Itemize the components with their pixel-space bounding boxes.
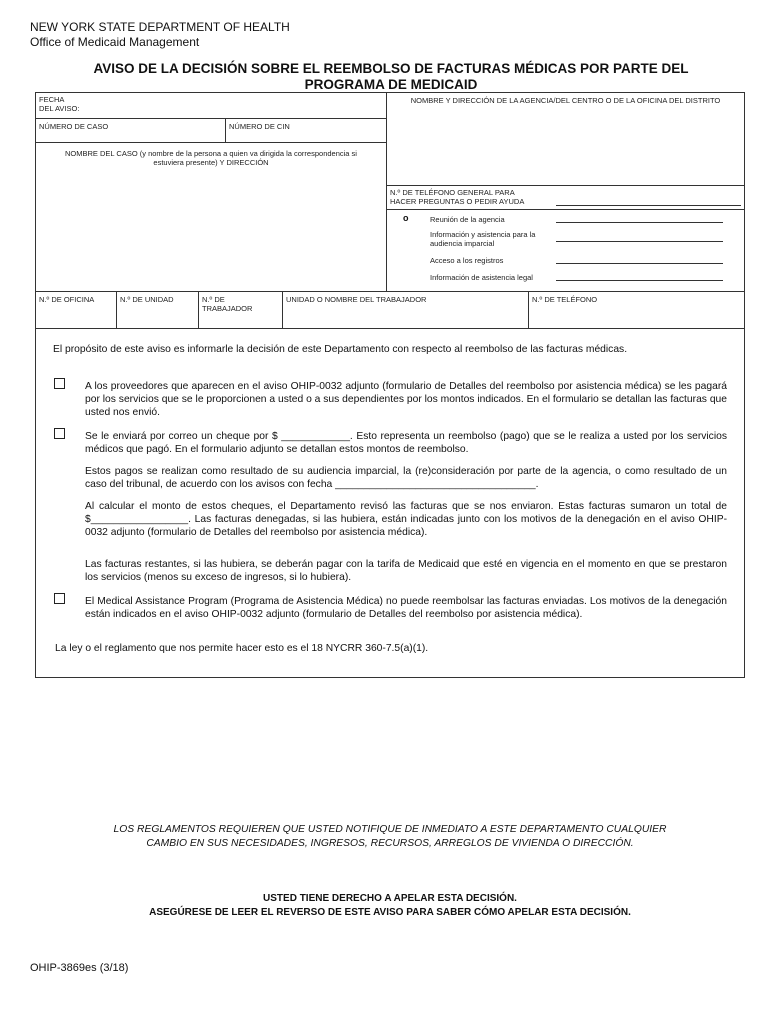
general-phone-field[interactable] — [386, 186, 744, 210]
case-name-label-2: estuviera presente) Y DIRECCIÓN — [153, 158, 269, 167]
worker-number-field[interactable] — [199, 291, 283, 329]
fecha-label-1: FECHA — [39, 95, 65, 104]
document-title — [36, 61, 746, 93]
records-access-line[interactable] — [556, 263, 723, 264]
appeal-line-2: ASEGÚRESE DE LEER EL REVERSO DE ESTE AVISO PARA SABER CÓMO APELAR ESTA DECISIÓN. — [149, 907, 631, 918]
option-2-paragraph-3: Al calcular el monto de estos cheques, el Departamento revisó las facturas que se nos enviaron. Estas facturas sumaron un total de $_________________. Las facturas denegadas, si las hubiera, están indicadas junto con los motivos de la denegación en el aviso OHIP-0032 adjunto (formulario de Detalles del reembolso por asistencia médica). — [85, 501, 727, 538]
worker-number-label-2: TRABAJADOR — [202, 304, 253, 313]
document-header — [30, 20, 290, 50]
phone-number-field[interactable] — [529, 291, 744, 329]
form-code: OHIP-3869es (3/18) — [30, 962, 129, 974]
agency-name-label: NOMBRE Y DIRECCIÓN DE LA AGENCIA/DEL CENTRO O DE LA OFICINA DEL DISTRITO — [410, 96, 721, 105]
hearing-info-label-1: Información y asistencia para la — [430, 230, 536, 239]
option-2-paragraph-4: Las facturas restantes, si las hubiera, se deberán pagar con la tarifa de Medicaid que esté en vigencia en el momento en que se prestaron los servicios (menos su exceso de ingresos, si lo hubiera). — [85, 559, 727, 583]
hearing-info-line[interactable] — [556, 241, 723, 242]
agency-meeting-label: Reunión de la agencia — [430, 215, 505, 224]
notice-form — [35, 92, 745, 678]
office-name: Office of Medicaid Management — [30, 35, 200, 49]
cin-number-field[interactable] — [226, 119, 386, 143]
legal-assistance-line[interactable] — [556, 280, 723, 281]
appeal-line-1: USTED TIENE DERECHO A APELAR ESTA DECISIÓN. — [263, 893, 517, 904]
general-phone-label-1: N.º DE TELÉFONO GENERAL PARA — [390, 188, 515, 197]
option-3-text: El Medical Assistance Program (Programa de Asistencia Médica) no puede reembolsar las facturas enviadas. Los motivos de la denegación están indicados en el aviso OHIP-0032 adjunto (formulario de Detalles del reembolso por asistencia médica). — [85, 596, 727, 620]
unit-worker-name-label: UNIDAD O NOMBRE DEL TRABAJADOR — [286, 295, 427, 304]
case-name-label-1: NOMBRE DEL CASO (y nombre de la persona a quien va dirigida la correspondencia si — [65, 149, 357, 158]
regulations-notice — [40, 823, 740, 851]
title-line-2: PROGRAMA DE MEDICAID — [304, 77, 478, 92]
hearing-info-label-2: audiencia imparcial — [430, 239, 495, 248]
case-name-address-field[interactable] — [36, 143, 386, 291]
cin-number-label: NÚMERO DE CIN — [229, 122, 290, 131]
general-phone-line[interactable] — [556, 205, 741, 206]
fecha-label-2: DEL AVISO: — [39, 104, 80, 113]
department-name: NEW YORK STATE DEPARTMENT OF HEALTH — [30, 20, 290, 34]
law-paragraph: La ley o el reglamento que nos permite hacer esto es el 18 NYCRR 360-7.5(a)(1). — [55, 643, 429, 654]
hearing-info-label — [430, 230, 535, 248]
appeal-notice — [40, 892, 740, 920]
unit-number-field[interactable] — [117, 291, 199, 329]
records-access-label: Acceso a los registros — [430, 256, 504, 265]
regulations-notice-line-1: LOS REGLAMENTOS REQUIEREN QUE USTED NOTIFIQUE DE INMEDIATO A ESTE DEPARTAMENTO CUALQUIER — [113, 824, 667, 835]
general-phone-label-2: HACER PREGUNTAS O PEDIR AYUDA — [390, 197, 525, 206]
agency-meeting-line[interactable] — [556, 222, 723, 223]
option-2-text: Se le enviará por correo un cheque por $ ____________. Esto representa un reembolso (pago) que se le realiza a usted por los servicios médicos que pagó. En el formulario adjunto se detallan estos montos de reembolso. — [85, 431, 727, 455]
option-2-checkbox[interactable] — [54, 428, 65, 439]
office-number-label: N.º DE OFICINA — [39, 295, 95, 304]
case-number-label: NÚMERO DE CASO — [39, 122, 109, 131]
office-number-field[interactable] — [36, 291, 117, 329]
purpose-paragraph: El propósito de este aviso es informarle la decisión de este Departamento con respecto al reembolso de las facturas médicas. — [53, 344, 628, 355]
unit-worker-name-field[interactable] — [283, 291, 529, 329]
legal-assistance-label: Información de asistencia legal — [430, 273, 533, 282]
worker-number-label-1: N.º DE — [202, 295, 225, 304]
agency-name-field[interactable] — [386, 93, 744, 186]
option-2-paragraph-2: Estos pagos se realizan como resultado de su audiencia imparcial, la (re)consideración por parte de la agencia, o como resultado de un caso del tribunal, de acuerdo con los avisos con fecha ___________________________________. — [85, 466, 727, 490]
option-1-checkbox[interactable] — [54, 378, 65, 389]
fecha-field[interactable] — [36, 93, 386, 119]
option-3-checkbox[interactable] — [54, 593, 65, 604]
regulations-notice-line-2: CAMBIO EN SUS NECESIDADES, INGRESOS, RECURSOS, ARREGLOS DE VIVIENDA O DIRECCIÓN. — [146, 838, 634, 849]
option-1-text: A los proveedores que aparecen en el aviso OHIP-0032 adjunto (formulario de Detalles del reembolso por asistencia médica) se les pagará por los servicios que se le proporcionen a usted o a sus dependientes por los montos indicados. En el formulario se detallan las facturas que usted nos envió. — [85, 381, 727, 418]
phone-number-label: N.º DE TELÉFONO — [532, 295, 598, 304]
case-number-field[interactable] — [36, 119, 226, 143]
bullet-icon: o — [403, 213, 409, 223]
unit-number-label: N.º DE UNIDAD — [120, 295, 174, 304]
title-line-1: AVISO DE LA DECISIÓN SOBRE EL REEMBOLSO DE FACTURAS MÉDICAS POR PARTE DEL — [93, 61, 689, 76]
